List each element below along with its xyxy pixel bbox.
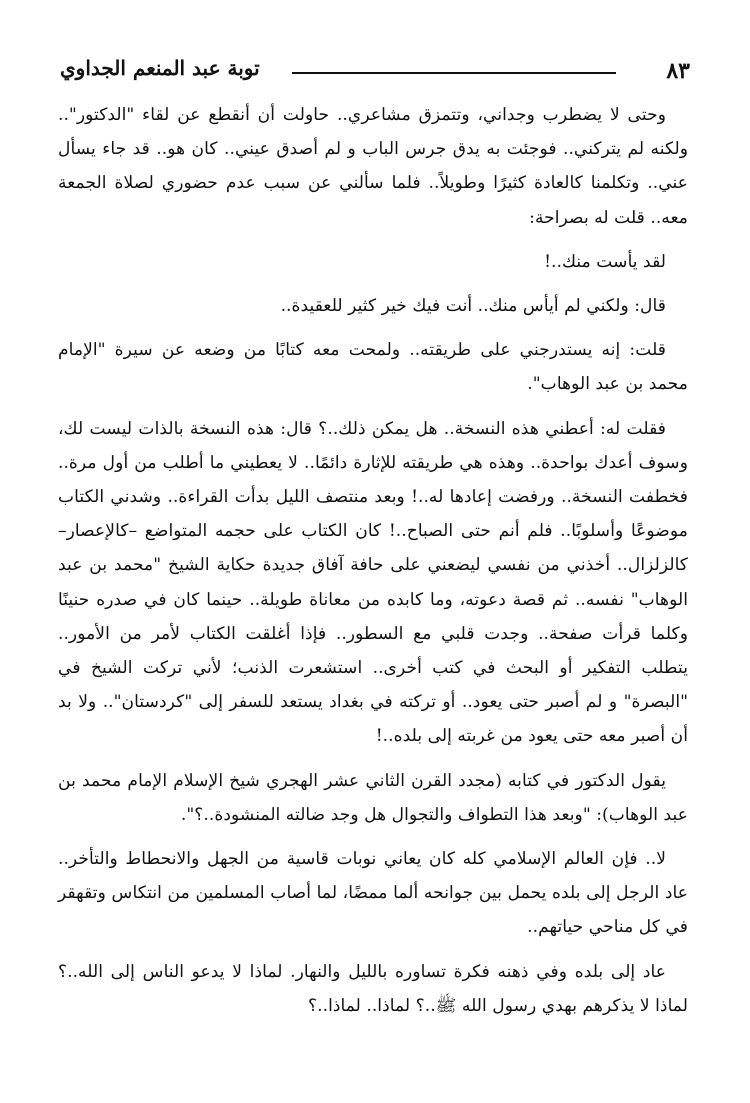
body-text <box>58 98 688 1023</box>
paragraph-8: عاد إلى بلده وفي ذهنه فكرة تساوره بالليل والنهار. لماذا لا يدعو الناس إلى الله..؟ لماذا لا يذكرهم بهدي رسول الله ﷺ..؟ لماذا.. لماذا..؟ <box>58 961 688 1016</box>
page-number: ٨٣ <box>666 58 690 84</box>
paragraph-5: فقلت له: أعطني هذه النسخة.. هل يمكن ذلك..؟ قال: هذه النسخة بالذات ليست لك، وسوف أعدك بواحدة.. وهذه هي طريقته للإثارة دائمًا.. لا يعطيني ما أطلب من أول مرة.. فخطفت النسخة.. ورفضت إعادها له..! وبعد منتصف الليل بدأت القراءة.. وشدني الكتاب موضوعًا وأسلوبًا.. فلم أنم حتى الصباح..! كان الكتاب على حجمه المتواضع –كالإعصار– كالزلزال.. أخذني من نفسي ليضعني على حافة آفاق جديدة حكاية الشيخ "محمد بن عبد الوهاب" نفسه.. ثم قصة دعوته، وما كابده من معاناة طويلة.. حينما كان في صدره حنينًا وكلما قرأت صفحة.. وجدت قلبي مع السطور.. فإذا أغلقت الكتاب لأمر من الأمور.. يتطلب التفكير أو البحث في كتب أخرى.. استشعرت الذنب؛ لأني تركت الشيخ في "البصرة" و لم أصبر حتى يعود.. أو تركته في بغداد يستعد للسفر إلى "كردستان".. ولا بد أن أصبر معه حتى يعود من غربته إلى بلده..! <box>58 418 688 747</box>
paragraph-3: قال: ولكني لم أيأس منك.. أنت فيك خير كثير للعقيدة.. <box>280 296 666 317</box>
paragraph-4: قلت: إنه يستدرجني على طريقته.. ولمحت معه كتابًا من وضعه عن سيرة "الإمام محمد بن عبد الوهاب". <box>58 340 688 395</box>
paragraph-2: لقد يأست منك..! <box>544 251 666 272</box>
paragraph-1: وحتى لا يضطرب وجداني، وتتمزق مشاعري.. حاولت أن أنقطع عن لقاء "الدكتور".. ولكنه لم يتركني.. فوجئت به يدق جرس الباب و لم أصدق عيني.. كان هو.. قد جاء يسأل عني.. وتكلمنا كالعادة كثيرًا وطويلاً.. فلما سألني عن سبب عدم حضوري لصلاة الجمعة معه.. قلت له بصراحة: <box>58 105 688 228</box>
page-header <box>60 52 690 88</box>
header-rule <box>292 72 616 74</box>
paragraph-7: لا.. فإن العالم الإسلامي كله كان يعاني نوبات قاسية من الجهل والانحطاط والتأخر.. عاد الرجل إلى بلده يحمل بين جوانحه ألما ممضًا، لما أصاب المسلمين من انتكاس وتقهقر في كل مناحي حياتهم.. <box>58 849 688 938</box>
running-title: توبة عبد المنعم الجداوي <box>60 56 260 80</box>
paragraph-6: يقول الدكتور في كتابه (مجدد القرن الثاني عشر الهجري شيخ الإسلام الإمام محمد بن عبد الوهاب): "وبعد هذا التطواف والتجوال هل وجد ضالته المنشودة..؟". <box>58 770 688 825</box>
